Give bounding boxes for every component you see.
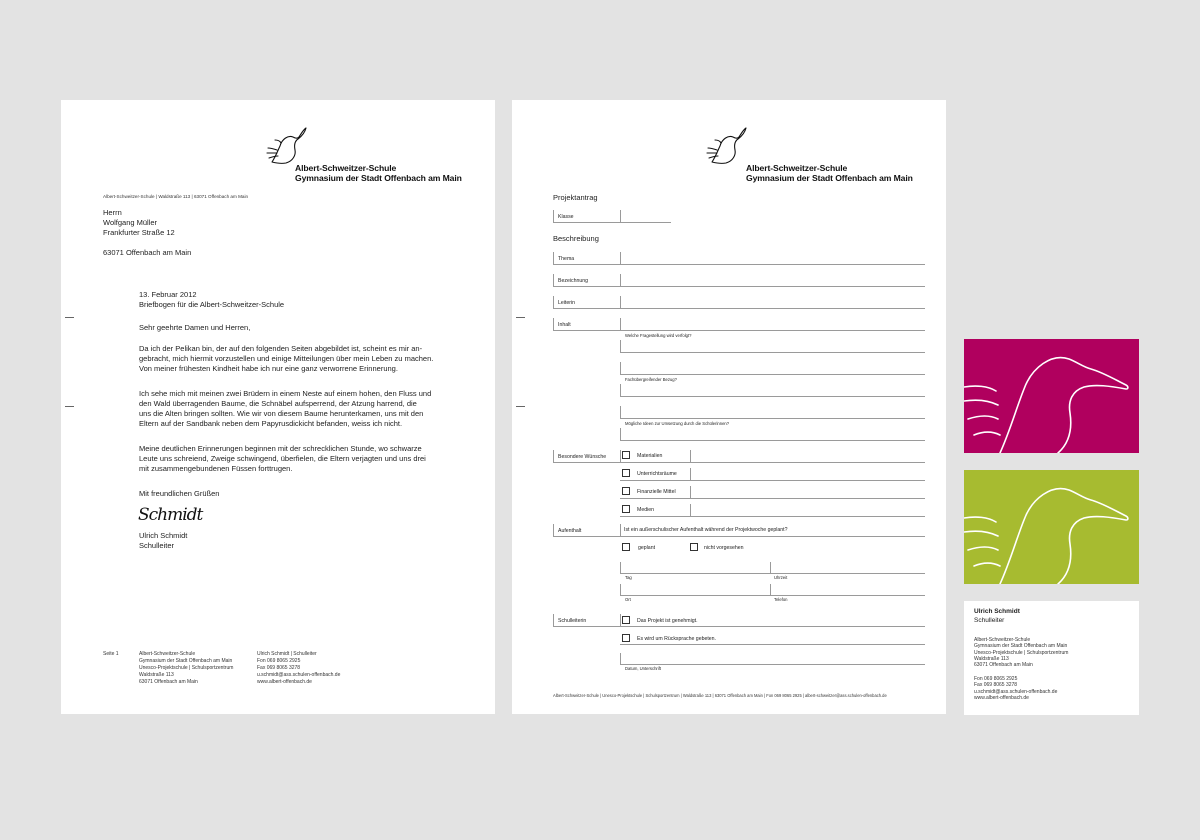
form-sheet (512, 100, 946, 714)
address-line (103, 238, 191, 248)
field-divider (620, 524, 621, 536)
card-magenta (964, 339, 1139, 453)
pelican-logo-icon (706, 126, 748, 166)
card-role: Schulleiter (974, 617, 1005, 624)
field-divider (770, 562, 771, 573)
fold-mark (516, 406, 525, 407)
option-unterrichtsraeume: Unterrichtsräume (637, 471, 677, 477)
text-line: uns die Alten bringen sollten. Wie wir von diesem Baume herunterkamen, uns mit den (139, 409, 424, 418)
footer-line: Waldstraße 113 (139, 672, 174, 678)
label-schulleiterin: Schulleiterin (558, 618, 587, 624)
checkbox-finanzielle-mittel[interactable] (622, 487, 630, 495)
footer-line: Unesco-Projektschule | Schulsportzentrum (139, 665, 234, 671)
letter-subject: Briefbogen für die Albert-Schweitzer-Schule (139, 300, 285, 309)
footer-line: Albert-Schweitzer-Schule (139, 651, 196, 657)
field-divider (553, 614, 554, 626)
checkbox-medien[interactable] (622, 505, 630, 513)
label-ort: Ort (625, 597, 631, 602)
field-divider (620, 614, 621, 626)
form-school-name: Albert-Schweitzer-Schule (746, 163, 848, 173)
page-number: Seite 1 (103, 651, 119, 657)
footer-line: Fon 069 8065 2925 (257, 658, 301, 664)
label-datum-unterschrift: Datum, Unterschrift (625, 666, 662, 671)
footer-address (139, 651, 233, 686)
checkbox-materialien[interactable] (622, 451, 630, 459)
checkbox-nicht-vorgesehen[interactable] (690, 543, 698, 551)
field-divider (553, 318, 554, 330)
card-line: Unesco-Projektschule | Schulsportzentrum (974, 649, 1069, 656)
label-tag: Tag (625, 575, 632, 580)
letter-closing: Mit freundlichen Grüßen (139, 489, 220, 498)
medien-field[interactable] (690, 516, 925, 517)
footer-line: Ulrich Schmidt | Schulleiter (257, 651, 317, 657)
field-underline (620, 462, 690, 463)
field-divider (620, 584, 621, 595)
field-underline (620, 498, 690, 499)
card-line: www.albert-offenbach.de (974, 694, 1029, 701)
field-underline (620, 644, 925, 645)
footer-line: www.albert-offenbach.de (257, 679, 312, 685)
card-contact (974, 676, 1057, 701)
card-line: u.schmidt@ass.schulen-offenbach.de (974, 688, 1058, 695)
field-underline (620, 626, 925, 627)
field-underline (620, 516, 690, 517)
field-divider (620, 340, 621, 352)
card-line: Fax 069 8065 3278 (974, 682, 1018, 689)
materialien-field[interactable] (690, 462, 925, 463)
uhrzeit-field[interactable] (770, 573, 925, 574)
address-line: 63071 Offenbach am Main (103, 248, 192, 257)
card-green (964, 470, 1139, 584)
card-line: Albert-Schweitzer-Schule (974, 637, 1031, 643)
label-thema: Thema (558, 256, 575, 262)
field-underline (553, 222, 620, 223)
label-uhrzeit: Uhrzeit (774, 575, 788, 580)
field-divider (553, 450, 554, 462)
pelican-pattern-icon (964, 339, 1139, 453)
field-divider (690, 468, 691, 480)
card-line: Waldstraße 113 (974, 655, 1009, 662)
letter-paragraph (139, 444, 426, 474)
bezeichnung-field[interactable] (620, 286, 925, 287)
label-telefon: Telefon (774, 597, 788, 602)
option-medien: Medien (637, 507, 655, 513)
field-underline (553, 264, 620, 265)
text-line: Leute uns schreiend, Zweige schwingend, überfielen, die Eltern verjagten und uns drei (139, 454, 426, 463)
field-underline (553, 536, 620, 537)
label-inhalt: Inhalt (558, 322, 571, 328)
thema-field[interactable] (620, 264, 925, 265)
field-divider (553, 274, 554, 286)
field-divider (690, 450, 691, 462)
option-materialien: Materialien (637, 453, 663, 459)
finanzielle-mittel-field[interactable] (690, 498, 925, 499)
text-line: den Wald überragenden Baume, die Schnäbel aufsperrend, der Atzung harrend, die (139, 399, 417, 408)
signer-name: Ulrich Schmidt (139, 531, 188, 540)
field-divider (620, 318, 621, 330)
field-divider (553, 252, 554, 264)
text-line: Da ich der Pelikan bin, der auf den folgenden Seiten abgebildet ist, scheint es mir an- (139, 344, 423, 353)
label-leiterin: Leiterin (558, 300, 576, 306)
field-underline (620, 480, 690, 481)
footer-line: 63071 Offenbach am Main (139, 679, 198, 685)
leiterin-field[interactable] (620, 308, 925, 309)
recipient-address (103, 208, 191, 258)
letter-school-subtitle: Gymnasium der Stadt Offenbach am Main (295, 173, 462, 183)
fold-mark (516, 317, 525, 318)
field-divider (690, 486, 691, 498)
question-bezug: Fachübergreifender Bezug? (625, 377, 677, 382)
signature: Schmidt (138, 505, 203, 525)
field-underline (553, 286, 620, 287)
text-line: gebracht, mich hiermit vorzustellen und einige Mitteilungen über mein Leben zu machen. (139, 354, 434, 363)
field-underline (553, 626, 620, 627)
checkbox-geplant[interactable] (622, 543, 630, 551)
checkbox-ruecksprache[interactable] (622, 634, 630, 642)
telefon-field[interactable] (770, 595, 925, 596)
field-divider (620, 296, 621, 308)
option-finanzielle-mittel: Finanzielle Mittel (637, 489, 676, 495)
card-name: Ulrich Schmidt (974, 608, 1020, 615)
label-aufenthalt: Aufenthalt (558, 528, 582, 534)
field-underline (553, 308, 620, 309)
footer-line: Fax 069 8065 3278 (257, 665, 301, 671)
text-line: Von meiner frühesten Kindheit habe ich nur eine ganz verworrene Erinnerung. (139, 364, 398, 373)
answer-line[interactable] (620, 352, 925, 353)
letter-school-name: Albert-Schweitzer-Schule (295, 163, 397, 173)
ort-field[interactable] (620, 595, 770, 596)
letter-date: 13. Februar 2012 (139, 290, 197, 299)
signer-role: Schulleiter (139, 541, 175, 550)
field-divider (620, 274, 621, 286)
address-line: Herrn (103, 208, 122, 217)
aufenthalt-question: Ist ein außerschulischer Aufenthalt während der Projektwoche geplant? (624, 527, 788, 533)
checkbox-unterrichtsraeume[interactable] (622, 469, 630, 477)
footer-line: u.schmidt@ass.schulen-offenbach.de (257, 672, 341, 678)
field-divider (553, 210, 554, 222)
answer-line[interactable] (620, 440, 925, 441)
text-line: Ich sehe mich mit meinen zwei Brüdern in einem Neste auf einem hohen, den Fluss und (139, 389, 432, 398)
label-wuensche: Besondere Wünsche (558, 454, 607, 460)
field-divider (620, 653, 621, 664)
checkbox-genehmigt[interactable] (622, 616, 630, 624)
fold-mark (65, 406, 74, 407)
fold-mark (65, 317, 74, 318)
field-underline (553, 462, 620, 463)
form-footer: Albert-Schweitzer-Schule | Unesco-Projektschule | Schulsportzentrum | Waldstraße 113 | 63071 Offenbach am Main | Fon 069 8065 2925 | albert-schweitzer@ass.schulen-offenbach.de (553, 693, 887, 698)
sender-line: Albert-Schweitzer-Schule | Waldstraße 113 | 63071 Offenbach am Main (103, 194, 249, 199)
form-school-subtitle: Gymnasium der Stadt Offenbach am Main (746, 173, 913, 183)
letter-salutation: Sehr geehrte Damen und Herren, (139, 323, 251, 332)
unterrichtsraeume-field[interactable] (690, 480, 925, 481)
field-divider (620, 406, 621, 418)
card-line: Fon 069 8065 2925 (974, 676, 1018, 682)
form-title: Projektantrag (553, 193, 598, 202)
text-line: Eltern auf der Sandbank neben dem Papyrusdickicht befanden, weiss ich nicht. (139, 419, 403, 428)
text-line: mit zusammengebundenen Füssen forttrugen. (139, 464, 293, 473)
letter-paragraph (139, 389, 431, 429)
field-divider (620, 450, 621, 462)
field-underline (553, 330, 620, 331)
card-line: 63071 Offenbach am Main (974, 662, 1033, 669)
text-line: Meine deutlichen Erinnerungen beginnen mit der schrecklichen Stunde, wo schwarze (139, 444, 422, 453)
question-fragestellung: Welche Fragestellung wird verfolgt? (625, 333, 692, 338)
inhalt-field[interactable] (620, 330, 925, 331)
field-divider (620, 428, 621, 440)
answer-line[interactable] (620, 374, 925, 375)
card-address (974, 637, 1068, 668)
answer-line[interactable] (620, 418, 925, 419)
letter-paragraph (139, 344, 433, 374)
question-ideen: Mögliche Ideen zur Umsetzung durch die Schülerinnen? (625, 421, 730, 426)
field-divider (620, 384, 621, 396)
field-divider (620, 252, 621, 264)
klasse-field[interactable] (620, 222, 671, 223)
field-divider (553, 524, 554, 536)
field-divider (620, 562, 621, 573)
field-divider (690, 504, 691, 516)
pelican-logo-icon (266, 126, 308, 166)
section-beschreibung: Beschreibung (553, 234, 599, 243)
signature-field[interactable] (620, 664, 925, 665)
business-card (964, 601, 1139, 715)
footer-line: Gymnasium der Stadt Offenbach am Main (139, 658, 233, 664)
option-geplant: geplant (638, 545, 656, 551)
label-klasse: Klasse (558, 214, 574, 220)
option-genehmigt: Das Projekt ist genehmigt. (637, 618, 698, 624)
option-nicht-vorgesehen: nicht vorgesehen (704, 545, 744, 551)
card-line: Gymnasium der Stadt Offenbach am Main (974, 643, 1068, 650)
answer-line[interactable] (620, 396, 925, 397)
pelican-pattern-icon (964, 470, 1139, 584)
field-divider (770, 584, 771, 595)
footer-contact (257, 651, 340, 686)
field-divider (620, 362, 621, 374)
field-underline (620, 536, 925, 537)
address-line: Frankfurter Straße 12 (103, 228, 175, 237)
option-ruecksprache: Es wird um Rücksprache gebeten. (637, 636, 717, 642)
label-bezeichnung: Bezeichnung (558, 278, 588, 284)
address-line: Wolfgang Müller (103, 218, 158, 227)
tag-field[interactable] (620, 573, 770, 574)
field-divider (553, 296, 554, 308)
field-divider (620, 210, 621, 222)
letter-sheet (61, 100, 495, 714)
